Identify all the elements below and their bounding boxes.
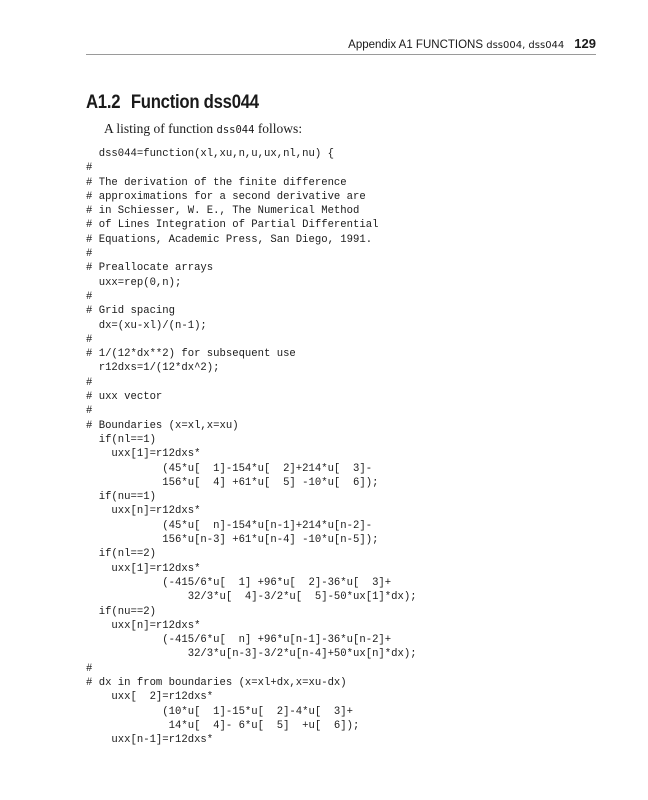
running-head-functions: dss004, dss044: [486, 40, 565, 51]
code-line: uxx[n]=r12dxs*: [86, 505, 201, 518]
code-line: (-415/6*u[ 1] +96*u[ 2]-36*u[ 3]+: [86, 576, 392, 589]
code-line: #: [86, 333, 93, 346]
code-line: 14*u[ 4]- 6*u[ 5] +u[ 6]);: [86, 719, 360, 732]
code-line: uxx[ 2]=r12dxs*: [86, 691, 214, 704]
section-number: A1.2: [86, 92, 121, 113]
code-line: uxx[n]=r12dxs*: [86, 619, 201, 632]
code-line: #: [86, 405, 93, 418]
code-line: uxx[1]=r12dxs*: [86, 448, 201, 461]
code-line: # Boundaries (x=xl,x=xu): [86, 419, 239, 432]
running-head: [86, 36, 596, 55]
code-line: 32/3*u[ 4]-3/2*u[ 5]-50*ux[1]*dx);: [86, 591, 417, 604]
code-line: #: [86, 162, 93, 175]
page-number: 129: [574, 36, 596, 51]
code-line: #: [86, 376, 93, 389]
section-title-text: Function dss044: [130, 92, 259, 113]
code-line: 156*u[ 4] +61*u[ 5] -10*u[ 6]);: [86, 476, 379, 489]
code-line: (45*u[ 1]-154*u[ 2]+214*u[ 3]-: [86, 462, 373, 475]
code-line: #: [86, 662, 93, 675]
code-line: #: [86, 248, 93, 261]
code-line: uxx=rep(0,n);: [86, 276, 182, 289]
code-line: if(nu==1): [86, 491, 156, 504]
code-line: 156*u[n-3] +61*u[n-4] -10*u[n-5]);: [86, 534, 379, 547]
code-line: (10*u[ 1]-15*u[ 2]-4*u[ 3]+: [86, 705, 354, 718]
code-line: # uxx vector: [86, 391, 163, 404]
code-line: # Preallocate arrays: [86, 262, 214, 275]
code-line: # The derivation of the finite difference: [86, 176, 347, 189]
intro-function-name: dss044: [216, 124, 255, 136]
code-line: dss044=function(xl,xu,n,u,ux,nl,nu) {: [86, 148, 334, 160]
running-head-text: Appendix A1 FUNCTIONS: [348, 39, 487, 51]
code-line: (-415/6*u[ n] +96*u[n-1]-36*u[n-2]+: [86, 634, 392, 647]
code-line: uxx[1]=r12dxs*: [86, 562, 201, 575]
code-line: dx=(xu-xl)/(n-1);: [86, 319, 207, 332]
code-line: # 1/(12*dx**2) for subsequent use: [86, 348, 296, 361]
code-line: # dx in from boundaries (x=xl+dx,x=xu-dx): [86, 676, 347, 689]
section-title: [86, 92, 259, 114]
intro-text-before: A listing of function: [104, 121, 217, 136]
code-line: uxx[n-1]=r12dxs*: [86, 734, 214, 747]
code-line: #: [86, 290, 93, 303]
code-line: # Grid spacing: [86, 305, 176, 318]
code-line: # Equations, Academic Press, San Diego, 1991.: [86, 233, 373, 246]
code-line: 32/3*u[n-3]-3/2*u[n-4]+50*ux[n]*dx);: [86, 648, 417, 661]
code-line: if(nl==2): [86, 548, 156, 561]
code-listing: [86, 147, 417, 747]
code-line: # in Schiesser, W. E., The Numerical Method: [86, 205, 360, 218]
intro-paragraph: [104, 121, 302, 137]
code-line: # approximations for a second derivative are: [86, 190, 366, 203]
code-line: if(nu==2): [86, 605, 156, 618]
code-line: if(nl==1): [86, 433, 156, 446]
code-line: # of Lines Integration of Partial Differential: [86, 219, 379, 232]
code-line: (45*u[ n]-154*u[n-1]+214*u[n-2]-: [86, 519, 373, 532]
intro-text-after: follows:: [254, 121, 303, 136]
code-line: r12dxs=1/(12*dx^2);: [86, 362, 220, 375]
